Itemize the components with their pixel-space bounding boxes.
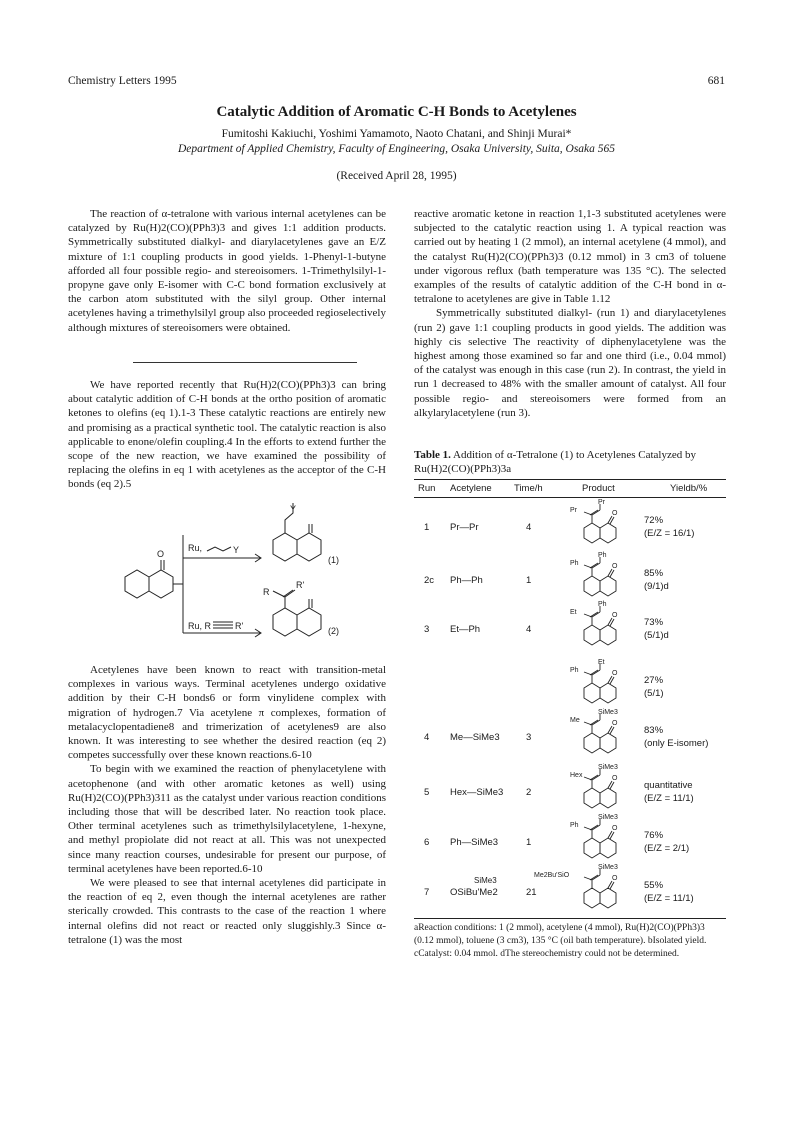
yield-ratio: (E/Z = 11/1) <box>644 893 694 904</box>
table-bottom-rule <box>414 918 726 919</box>
cell-yield <box>644 616 669 642</box>
product-oxygen: O <box>612 875 618 882</box>
body-left-para-2: To begin with we examined the reaction of phenylacetylene with acetophenone (and with other aromatic ketones as well) using Ru(H)2(CO)(PPh3)311 as the catalyst under various reaction conditions including those that will be described later. No reaction took place. Other terminal acetylenes such as trimethylsilylacetylene, 1-hexyne, and methyl propiolate did not react at all. This was not unexpected since many reaction courses, undesirable for present our purpose, of terminal acetylenes have been reported.6-10 <box>68 763 386 875</box>
body-left-para-3: We were pleased to see that internal acetylenes did participate in the reaction of eq 2, even though the internal acetylenes are rather sterically crowded. This contrasts to the case of the reaction 1 where internal olefins did not react or reacted only sluggishly.3 Since α-tetralone (1) was the most <box>68 877 386 946</box>
product-sub-left: Ph <box>570 667 579 674</box>
cell-time: 1 <box>526 837 532 848</box>
yield-value: quantitative <box>644 780 693 791</box>
cell-acetylene: Hex—SiMe3 <box>450 787 504 798</box>
cell-run: 1 <box>424 522 430 533</box>
table-row <box>414 765 726 815</box>
cell-yield <box>644 674 664 700</box>
yield-value: 73% <box>644 617 664 628</box>
yield-ratio: (5/1)d <box>644 630 669 641</box>
table-footnote: aReaction conditions: 1 (2 mmol), acetylene (4 mmol), Ru(H)2(CO)(PPh3)3 (0.12 mmol), toluene (3 cm3), 135 °C (oil bath temperature). bIsolated yield. cCatalyst: 0.04 mmol. dThe stereochemistry could not be determined. <box>414 923 707 959</box>
yield-value: 55% <box>644 880 664 891</box>
yield-value: 85% <box>644 568 664 579</box>
cell-acetylene: OSiBu'Me2 <box>450 887 498 898</box>
product-oxygen: O <box>612 612 618 619</box>
cell-run: 2c <box>424 575 435 586</box>
product-oxygen: O <box>612 510 618 517</box>
product-structure <box>570 553 640 603</box>
product-sub-left: Hex <box>570 772 583 779</box>
tetralone-benzene-ring <box>125 570 149 598</box>
eq2-reagent: Ru, R <box>188 621 212 631</box>
cell-time: 21 <box>526 887 537 898</box>
cell-acetylene: Et—Ph <box>450 624 481 635</box>
tetralone-cyclohexanone-ring <box>149 570 173 598</box>
cell-acetylene: Me—SiMe3 <box>450 732 500 743</box>
product-structure <box>570 602 640 652</box>
body-right-para-1: reactive aromatic ketone in reaction 1,1-3 substituted acetylenes were subjected to the catalytic reaction using 1. A typical reaction was carried out by heating 1 (2 mmol), an internal acetylene (4 mmol), and the catalyst Ru(H)2(CO)(PPh3)3 (0.12 mmol) in 3 cm3 of toluene under vigorous reflux (bath temperature was 135 °C). The selected examples of the results of catalytic addition of the C-H bond in α-tetralone to acetylenes are give in Table 1.12 <box>414 208 726 306</box>
cell-yield <box>644 724 708 750</box>
product-sub-top: SiMe3 <box>598 709 618 716</box>
product-sub-top: SiMe3 <box>598 864 618 871</box>
col-header-yield: Yieldb/% <box>670 483 708 494</box>
yield-value: 76% <box>644 830 664 841</box>
table-caption-text: Addition of α-Tetralone (1) to Acetylenes Catalyzed by Ru(H)2(CO)(PPh3)3a <box>414 449 696 475</box>
product1-ketone-ring <box>297 533 321 561</box>
eq2-reagent-rprime: R' <box>235 621 244 631</box>
tetralone-oxygen: O <box>157 549 165 559</box>
product2-rprime: R' <box>296 580 305 590</box>
received-date: (Received April 28, 1995) <box>336 170 457 182</box>
product-sub-top: SiMe3 <box>598 814 618 821</box>
table-row <box>414 710 726 760</box>
affiliation: Department of Applied Chemistry, Faculty of Engineering, Osaka University, Suita, Osaka 565 <box>177 143 616 155</box>
product-sub-left: Et <box>570 609 577 616</box>
product-sub-top: Ph <box>598 552 607 559</box>
product-structure <box>534 864 640 915</box>
col-header-time: Time/h <box>514 483 543 494</box>
table-caption <box>414 448 726 476</box>
col-header-acetylene: Acetylene <box>450 483 492 494</box>
yield-ratio: (E/Z = 2/1) <box>644 843 690 854</box>
cell-run: 3 <box>424 624 430 635</box>
product-sub-left: Me <box>570 717 580 724</box>
table-row <box>414 660 726 710</box>
product-structure <box>570 815 640 865</box>
product-oxygen: O <box>612 563 618 570</box>
cell-yield <box>644 829 689 855</box>
product-sub-top: SiMe3 <box>598 764 618 771</box>
cell-yield <box>644 514 694 540</box>
intro-paragraph <box>68 378 386 492</box>
cell-acetylene: Ph—Ph <box>450 575 483 586</box>
product-sub-left: Me2Bu'SiO <box>534 872 570 879</box>
yield-value: 27% <box>644 675 664 686</box>
product-sub-left: Pr <box>570 507 577 514</box>
product2-r: R <box>263 587 270 597</box>
body-left-column <box>68 663 386 947</box>
cell-run: 6 <box>424 837 430 848</box>
product2-benzene-ring <box>273 608 297 636</box>
author-list: Fumitoshi Kakiuchi, Yoshimi Yamamoto, Naoto Chatani, and Shinji Murai* <box>221 128 572 140</box>
cell-yield <box>644 779 694 805</box>
yield-value: 72% <box>644 515 664 526</box>
cell-acetylene: Ph—SiMe3 <box>450 837 499 848</box>
product1-benzene-ring <box>273 533 297 561</box>
cell-time: 3 <box>526 732 532 743</box>
eq2-label: (2) <box>328 626 339 636</box>
product-oxygen: O <box>612 825 618 832</box>
col-header-product: Product <box>582 483 615 494</box>
table-row <box>414 602 726 652</box>
yield-ratio: (E/Z = 11/1) <box>644 793 694 804</box>
yield-ratio: (E/Z = 16/1) <box>644 528 695 539</box>
table-header <box>414 483 726 497</box>
body-left-para-1: Acetylenes have been known to react with transition-metal complexes in various ways. Terminal acetylenes undergo oxidative addition by their C-H bonds6 or form vinylidene complex with migration of hydrogen.7 Via acetylene π complexes, formation of metalacyclopentadiene8 and trimerization of acetylenes9 are also known. It was interesting to see whether the desired reaction (eq 2) competes successfully over these known reactions.6-10 <box>68 664 386 762</box>
yield-ratio: (only E-isomer) <box>644 738 709 749</box>
product-sub-left: Ph <box>570 822 579 829</box>
cell-time: 4 <box>526 624 532 635</box>
product-structure <box>570 765 640 815</box>
product-oxygen: O <box>612 670 618 677</box>
cell-time: 4 <box>526 522 532 533</box>
table-row <box>414 553 726 603</box>
table-row <box>414 815 726 865</box>
col-header-run: Run <box>418 483 436 494</box>
yield-ratio: (5/1) <box>644 688 664 699</box>
product-sub-top: Pr <box>598 499 605 506</box>
abstract-text: The reaction of α-tetralone with various internal acetylenes can be catalyzed by Ru(H)2(CO)(PPh3)3 and gives 1:1 addition products. Symmetrically substituted dialkyl- and diarylacetylenes gave an E/Z mixture of 1:1 coupling products in good yields. 1-Phenyl-1-butyne afforded all four possible regio- and stereoisomers. 1-Trimethylsilyl-1-propyne gave only E-isomer with C-C bond formation exclusively at the carbon atom substituted with the silyl group. Other internal acetylenes having a trimethylsilyl group also proceeded regioselectively although mixtures of stereoisomers were obtained. <box>68 208 386 334</box>
table-caption-label: Table 1. <box>414 449 451 461</box>
table-row <box>414 500 726 550</box>
page-number: 681 <box>707 75 725 87</box>
body-right-para-2: Symmetrically substituted dialkyl- (run 1) and diarylacetylenes (run 2) gave 1:1 coupling products in good yields. The addition was highly cis selective The reactivity of diphenylacetylene was the highest among those examined so far and one third (i.e., 0.04 mmol) of the catalyst was enough in this case (run 2). In contrast, the yield in run 1 decreased to 48% with the smaller amount of catalyst. All four possible regio- and stereoisomers were formed from an alkylarylacetylene (run 3). <box>414 307 726 419</box>
product-structure <box>570 500 640 550</box>
cell-run: 7 <box>424 887 430 898</box>
eq1-label: (1) <box>328 555 339 565</box>
yield-value: 83% <box>644 725 664 736</box>
yield-ratio: (9/1)d <box>644 581 669 592</box>
product-sub-left: Ph <box>570 560 579 567</box>
table-row <box>414 865 726 915</box>
product-oxygen: O <box>612 720 618 727</box>
product-sub-top: Ph <box>598 601 607 608</box>
product-sub-top: Et <box>598 659 605 666</box>
product-structure <box>570 710 640 760</box>
paper-title: Catalytic Addition of Aromatic C-H Bonds to Acetylenes <box>216 104 577 120</box>
cell-run: 5 <box>424 787 430 798</box>
run7-acetylene-top: SiMe3 <box>474 876 497 885</box>
cell-time: 2 <box>526 787 532 798</box>
reaction-scheme <box>113 505 373 655</box>
cell-run: 4 <box>424 732 430 743</box>
eq1-reagent: Ru, <box>188 543 203 553</box>
product-structure <box>570 660 640 710</box>
eq1-reagent-y: Y <box>233 545 240 555</box>
abstract <box>68 207 386 335</box>
cell-acetylene: Pr—Pr <box>450 522 479 533</box>
cell-yield <box>644 567 669 593</box>
product-oxygen: O <box>612 775 618 782</box>
abstract-divider <box>133 362 357 363</box>
product2-ketone-ring <box>297 608 321 636</box>
body-right-column <box>414 207 726 420</box>
intro-text: We have reported recently that Ru(H)2(CO)(PPh3)3 can bring about catalytic addition of C-H bonds at the ortho position of aromatic ketones to olefins (eq 1).1-3 These catalytic reactions are entirely new and promising as a practical synthetic tool. The catalytic reaction is also applicable to enone/olefin coupling.4 In the efforts to extend further the scope of the new reaction, we have examined the possibility of replacing the olefins in eq 1 with acetylenes as the acceptor of the C-H bonds (eq 2).5 <box>68 379 386 491</box>
cell-time: 1 <box>526 575 532 586</box>
cell-yield <box>644 879 694 905</box>
table-header-rule <box>414 497 726 498</box>
table-top-rule <box>414 479 726 480</box>
product1-y: Y <box>290 504 297 514</box>
journal-name: Chemistry Letters 1995 <box>68 75 177 87</box>
